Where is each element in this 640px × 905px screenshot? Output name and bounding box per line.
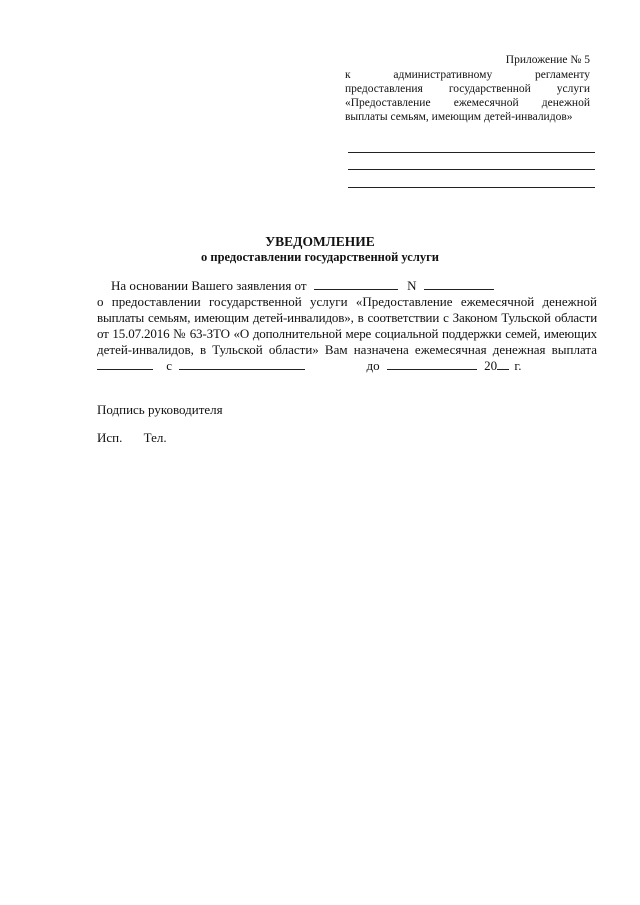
amount-blank[interactable] xyxy=(97,358,153,370)
end-date-blank[interactable] xyxy=(387,358,477,370)
signature-label: Подпись руководителя xyxy=(97,402,223,417)
body-line-4: от 15.07.2016 № 63-ЗТО «О дополнительной мере социальной поддержки семей, имеющих xyxy=(97,326,597,341)
body-line-5: детей-инвалидов, в Тульской области» Вам назначена ежемесячная денежная выплата xyxy=(97,342,597,357)
body-line-1 xyxy=(97,278,597,294)
year-suffix: г. xyxy=(514,358,522,373)
phone-label: Тел. xyxy=(143,430,167,445)
executor-label: Исп. xyxy=(97,430,123,445)
year-prefix: 20 xyxy=(484,358,498,373)
addressee-blank-line[interactable] xyxy=(348,169,595,170)
number-sign: N xyxy=(407,278,417,293)
appendix-line: «Предоставление ежемесячной денежной xyxy=(345,97,590,109)
from-label: с xyxy=(166,358,173,373)
body-line-6 xyxy=(97,358,597,374)
year-blank[interactable] xyxy=(497,358,509,370)
appendix-line: выплаты семьям, имеющим детей-инвалидов» xyxy=(345,111,573,123)
application-number-blank[interactable] xyxy=(424,278,494,290)
body-line-3: выплаты семьям, имеющим детей-инвалидов», в соответствии с Законом Тульской области xyxy=(97,310,597,325)
appendix-block xyxy=(345,53,590,124)
body-line-2: о предоставлении государственной услуги «Предоставление ежемесячной денежной xyxy=(97,294,597,309)
appendix-line: к административному регламенту xyxy=(345,69,590,81)
start-date-blank[interactable] xyxy=(179,358,305,370)
appendix-line: предоставления государственной услуги xyxy=(345,83,590,95)
document-subtitle: о предоставлении государственной услуги xyxy=(201,250,439,264)
addressee-blank-line[interactable] xyxy=(348,187,595,188)
appendix-number: Приложение № 5 xyxy=(505,54,590,66)
to-label: до xyxy=(366,358,380,373)
intro-text: На основании Вашего заявления от xyxy=(111,278,307,293)
application-date-blank[interactable] xyxy=(314,278,398,290)
addressee-blank-line[interactable] xyxy=(348,152,595,153)
document-title: УВЕДОМЛЕНИЕ xyxy=(265,234,375,249)
executor-line xyxy=(97,430,167,446)
notice-body xyxy=(97,278,597,374)
